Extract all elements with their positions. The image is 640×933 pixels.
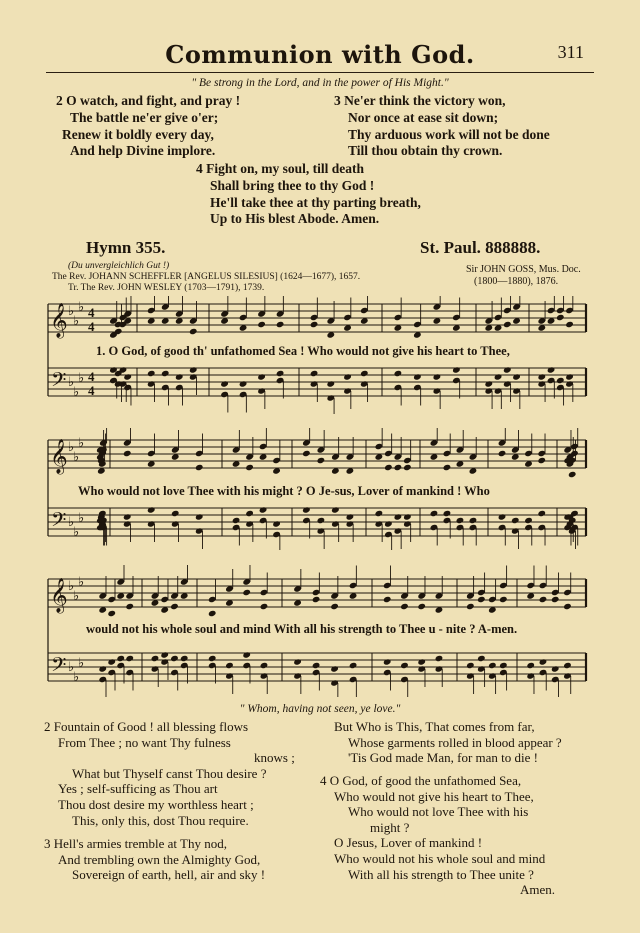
note-head [477, 596, 486, 603]
note-head [257, 321, 266, 328]
note-head [394, 370, 403, 377]
note-head [310, 370, 319, 377]
stanza-line: Who would not his whole soul and mind [334, 850, 546, 866]
header-rule [46, 72, 594, 73]
flat-sign-icon: ♭ [78, 575, 85, 590]
bass-clef-icon: 𝄢 [51, 508, 67, 536]
verse-line: Till thou obtain thy crown. [348, 143, 503, 159]
note-head [537, 510, 546, 517]
note-head [257, 373, 266, 380]
stanza-line: Thou dost desire my worthless heart ; [58, 796, 254, 812]
note-head [239, 380, 248, 387]
note-head [413, 373, 422, 380]
note-head [220, 380, 229, 387]
stanza-line: Amen. [520, 882, 556, 898]
original-title: (Du unvergleichlich Gut !) [68, 261, 170, 271]
composer-dates: (1800—1880), 1876. [474, 276, 559, 287]
verse-3 [334, 93, 550, 160]
note-head [327, 380, 336, 387]
note-head [547, 366, 556, 373]
flat-sign-icon: ♭ [68, 440, 75, 455]
verse-line: The battle ne'er give o'er; [70, 109, 219, 125]
note-head [302, 506, 311, 513]
flat-sign-icon: ♭ [78, 511, 85, 526]
stanza-line: Who would not love Thee with his [348, 804, 529, 820]
translator-credit: Tr. The Rev. JOHN WESLEY (1703—1791), 1739. [68, 283, 265, 293]
note-head [568, 471, 577, 478]
note-head [403, 513, 412, 520]
note-head [538, 373, 547, 380]
flat-sign-icon: ♭ [73, 589, 80, 604]
note-head [556, 314, 565, 321]
treble-clef-icon: 𝄞 [50, 578, 68, 613]
stanza-line: O Jesus, Lover of mankind ! [334, 835, 483, 851]
note-head [400, 603, 409, 610]
note-head [317, 457, 326, 464]
lyrics-line-2: Who would not love Thee with his might ? O Je-sus, Lover of mankind ! Who [78, 484, 490, 498]
note-head [565, 373, 574, 380]
note-head [195, 513, 204, 520]
flat-sign-icon: ♭ [73, 314, 80, 329]
note-head [245, 464, 254, 471]
note-head [98, 665, 107, 672]
note-head [466, 603, 475, 610]
note-head [170, 655, 179, 662]
note-head [242, 651, 251, 658]
stanza-line: 'Tis God made Man, for man to die ! [348, 750, 538, 766]
note-head [512, 373, 521, 380]
bass-clef-icon: 𝄢 [51, 368, 67, 396]
stanza-line: What but Thyself canst Thou desire ? [72, 765, 267, 781]
lyrics-line-1: 1. O God, of good th' unfathomed Sea ! Who would not give his heart to Thee, [96, 344, 510, 358]
verse-line: 3 Ne'er think the victory won, [334, 93, 506, 108]
note-head [123, 513, 132, 520]
note-head [511, 517, 520, 524]
note-head [310, 321, 319, 328]
verse-4 [196, 161, 421, 228]
note-head [260, 662, 269, 669]
note-head [317, 517, 326, 524]
hymn-number: Hymn 355. [86, 238, 166, 257]
note-head [430, 510, 439, 517]
verse-2 [56, 93, 240, 160]
verse-line: And help Divine implore. [70, 143, 216, 159]
note-head [499, 596, 508, 603]
note-head [394, 464, 403, 471]
note-head [125, 655, 134, 662]
note-head [565, 321, 574, 328]
treble-clef-icon: 𝄞 [50, 439, 68, 474]
stanza-line: From Thee ; no want Thy fulness [58, 734, 231, 750]
note-head [443, 510, 452, 517]
verse-line: He'll take thee at thy parting breath, [210, 194, 421, 210]
note-head [189, 328, 198, 335]
note-head [232, 517, 241, 524]
flat-sign-icon: ♭ [73, 450, 80, 465]
verse-line: Renew it boldly every day, [62, 126, 214, 142]
flat-sign-icon: ♭ [73, 525, 80, 540]
verse-line: Shall bring thee to thy God ! [210, 177, 375, 193]
note-head [147, 506, 156, 513]
note-head [180, 655, 189, 662]
note-head [346, 513, 355, 520]
note-head [276, 321, 285, 328]
note-head [175, 373, 184, 380]
page-number: 311 [557, 42, 584, 62]
note-head [394, 513, 403, 520]
note-head [312, 662, 321, 669]
stanza-line: And trembling own the Almighty God, [58, 851, 261, 867]
stanza-line: But Who is This, That comes from far, [334, 719, 535, 734]
flat-sign-icon: ♭ [68, 579, 75, 594]
note-head [293, 658, 302, 665]
note-head [107, 658, 116, 665]
composer-credit: Sir JOHN GOSS, Mus. Doc. [466, 264, 581, 275]
note-head [208, 610, 217, 617]
note-head [125, 603, 134, 610]
note-head [123, 373, 132, 380]
note-head [160, 651, 169, 658]
note-head [343, 373, 352, 380]
note-head [375, 510, 384, 517]
note-head [189, 366, 198, 373]
note-head [537, 457, 546, 464]
note-head [302, 450, 311, 457]
note-head [312, 596, 321, 603]
stanza-line: Yes ; self-sufficing as Thou art [58, 781, 218, 797]
note-head [242, 589, 251, 596]
note-head [383, 658, 392, 665]
stanza-line: 2 Fountain of Good ! all blessing flows [44, 719, 249, 734]
flat-sign-icon: ♭ [78, 656, 85, 671]
stanza-4 [320, 773, 555, 898]
flat-sign-icon: ♭ [78, 371, 85, 386]
stanza-line: Sovereign of earth, hell, air and sky ! [72, 867, 266, 883]
flat-sign-icon: ♭ [68, 375, 75, 390]
note-head [349, 662, 358, 669]
time-signature-digit: 4 [88, 305, 95, 320]
note-head [499, 662, 508, 669]
stanza-3 [44, 836, 265, 883]
stanza-line: might ? [370, 819, 410, 835]
note-head [276, 370, 285, 377]
note-head [245, 510, 254, 517]
bass-clef-icon: 𝄢 [51, 653, 67, 681]
flat-sign-icon: ♭ [68, 515, 75, 530]
epigraph-top: " Be strong in the Lord, and in the power of His Might." [191, 77, 449, 89]
note-head [477, 655, 486, 662]
note-head [161, 370, 170, 377]
note-head [208, 655, 217, 662]
note-head [433, 373, 442, 380]
time-signature-digit: 4 [88, 383, 95, 398]
epigraph-bottom: " Whom, having not seen, ye love." [239, 703, 401, 715]
note-head [452, 366, 461, 373]
stanza-line: Whose garments rolled in blood appear ? [348, 734, 562, 750]
note-head [417, 603, 426, 610]
flat-sign-icon: ♭ [78, 436, 85, 451]
stanza-line: This, only this, dost Thou require. [72, 812, 249, 828]
stanza-line: Who would not give his heart to Thee, [334, 788, 534, 804]
lyrics-line-3: would not his whole soul and mind With all his strength to Thee u - nite ? A-men. [86, 622, 518, 636]
note-head [400, 662, 409, 669]
note-head [225, 662, 234, 669]
note-head [260, 603, 269, 610]
note-head [403, 464, 412, 471]
note-head [330, 665, 339, 672]
note-head [331, 506, 340, 513]
note-head [123, 450, 132, 457]
note-head [360, 370, 369, 377]
note-head [259, 506, 268, 513]
note-head [551, 665, 560, 672]
note-head [503, 321, 512, 328]
verse-line: Thy arduous work will not be done [348, 126, 550, 142]
note-head [563, 662, 572, 669]
note-head [539, 658, 548, 665]
flat-sign-icon: ♭ [68, 660, 75, 675]
note-head [551, 596, 560, 603]
note-head [384, 464, 393, 471]
stanza-line: With all his strength to Thee unite ? [348, 866, 534, 882]
author-credit: The Rev. JOHANN SCHEFFLER [ANGELUS SILESIUS] (1624—1677), 1657. [52, 272, 361, 282]
stanza-line: knows ; [254, 750, 295, 766]
verse-line: 2 O watch, and fight, and pray ! [56, 93, 241, 108]
note-head [147, 370, 156, 377]
note-head [272, 520, 281, 527]
tune-name: St. Paul. 888888. [420, 238, 541, 257]
time-signature-digit: 4 [88, 369, 95, 384]
note-head [443, 464, 452, 471]
stanza-line: 3 Hell's armies tremble at Thy nod, [44, 836, 227, 851]
note-head [107, 610, 116, 617]
treble-clef-icon: 𝄞 [50, 303, 68, 338]
note-head [417, 658, 426, 665]
stanza-3-continued [334, 719, 562, 766]
page-title: Communion with God. [165, 40, 475, 69]
verse-line: 4 Fight on, my soul, till death [196, 161, 365, 176]
note-head [488, 662, 497, 669]
flat-sign-icon: ♭ [73, 385, 80, 400]
time-signature-digit: 4 [88, 319, 95, 334]
flat-sign-icon: ♭ [78, 300, 85, 315]
note-head [494, 373, 503, 380]
verse-line: Up to His blest Abode. Amen. [210, 211, 380, 227]
verse-line: Nor once at ease sit down; [348, 109, 499, 125]
note-head [498, 450, 507, 457]
note-head [498, 513, 507, 520]
note-head [466, 662, 475, 669]
note-head [151, 655, 160, 662]
note-head [384, 520, 393, 527]
note-head [563, 603, 572, 610]
note-head [195, 464, 204, 471]
note-head [383, 596, 392, 603]
stanza-2 [44, 719, 314, 828]
flat-sign-icon: ♭ [73, 670, 80, 685]
note-head [456, 517, 465, 524]
note-head [469, 517, 478, 524]
note-head [116, 655, 125, 662]
note-head [330, 603, 339, 610]
note-head [435, 655, 444, 662]
flat-sign-icon: ♭ [68, 304, 75, 319]
stanza-line: 4 O God, of good the unfathomed Sea, [320, 773, 522, 788]
note-head [485, 380, 494, 387]
note-head [524, 517, 533, 524]
note-head [170, 603, 179, 610]
note-head [171, 510, 180, 517]
note-head [526, 662, 535, 669]
note-head [556, 377, 565, 384]
note-head [539, 596, 548, 603]
note-head [503, 366, 512, 373]
